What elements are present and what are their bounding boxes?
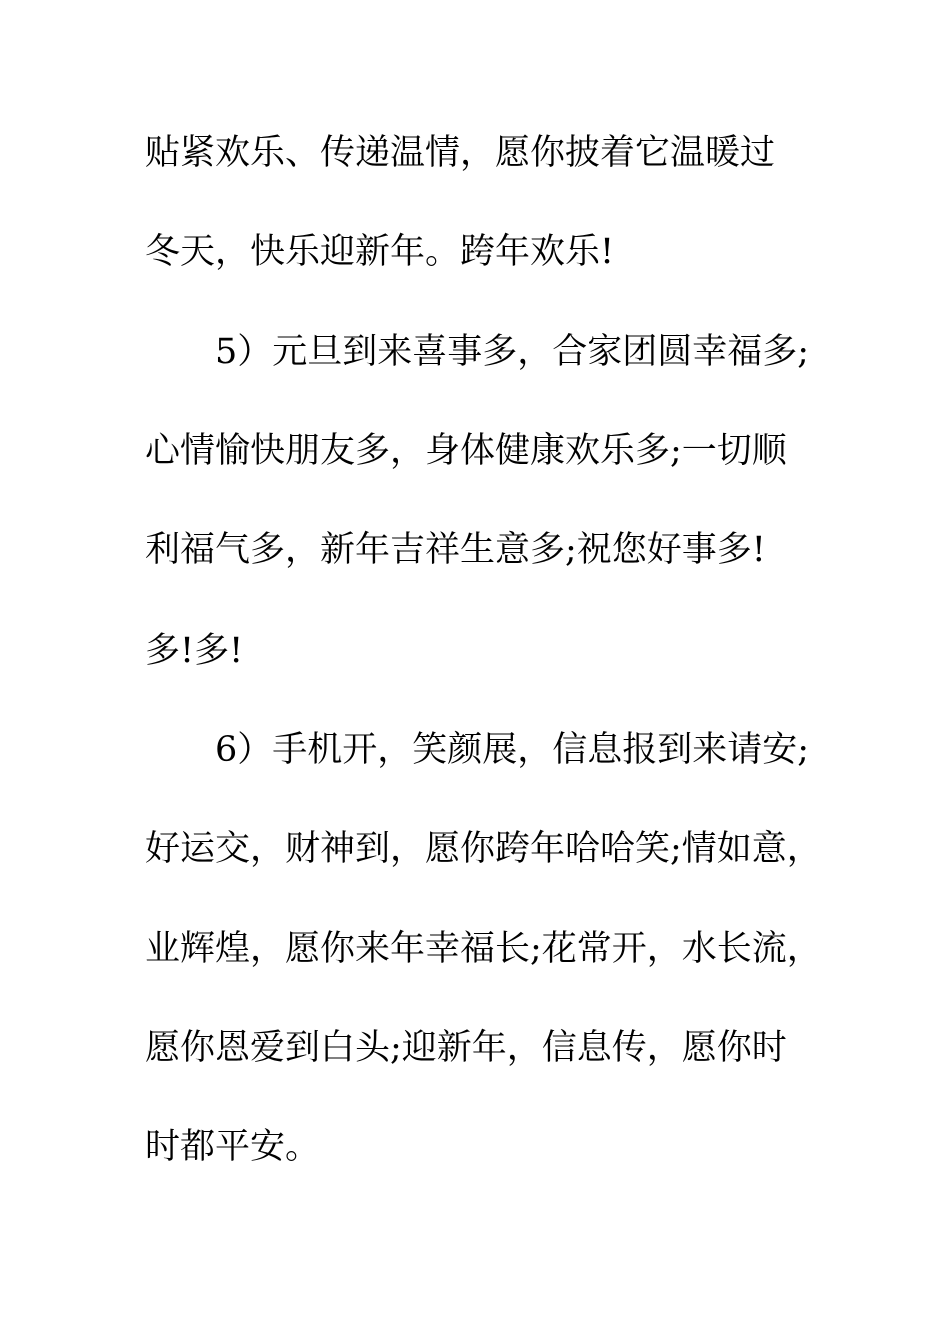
paragraph-line: 业辉煌，愿你来年幸福长;花常开，水长流，: [145, 929, 822, 969]
paragraph-line: 5）元旦到来喜事多，合家团圆幸福多;: [215, 332, 810, 372]
paragraph-line: 心情愉快朋友多，身体健康欢乐多;一切顺: [145, 431, 787, 471]
paragraph-line: 愿你恩爱到白头;迎新年，信息传，愿你时: [145, 1028, 787, 1068]
paragraph-line: 好运交，财神到，愿你跨年哈哈笑;情如意，: [145, 829, 822, 869]
paragraph-line: 时都平安。: [145, 1127, 321, 1167]
paragraph-line: 冬天，快乐迎新年。跨年欢乐!: [145, 232, 615, 272]
paragraph-line: 多!多!: [145, 631, 244, 671]
paragraph-line: 6）手机开，笑颜展，信息报到来请安;: [215, 730, 810, 770]
paragraph-line: 利福气多，新年吉祥生意多;祝您好事多!: [145, 530, 766, 570]
paragraph-line: 贴紧欢乐、传递温情，愿你披着它温暖过: [145, 133, 776, 173]
